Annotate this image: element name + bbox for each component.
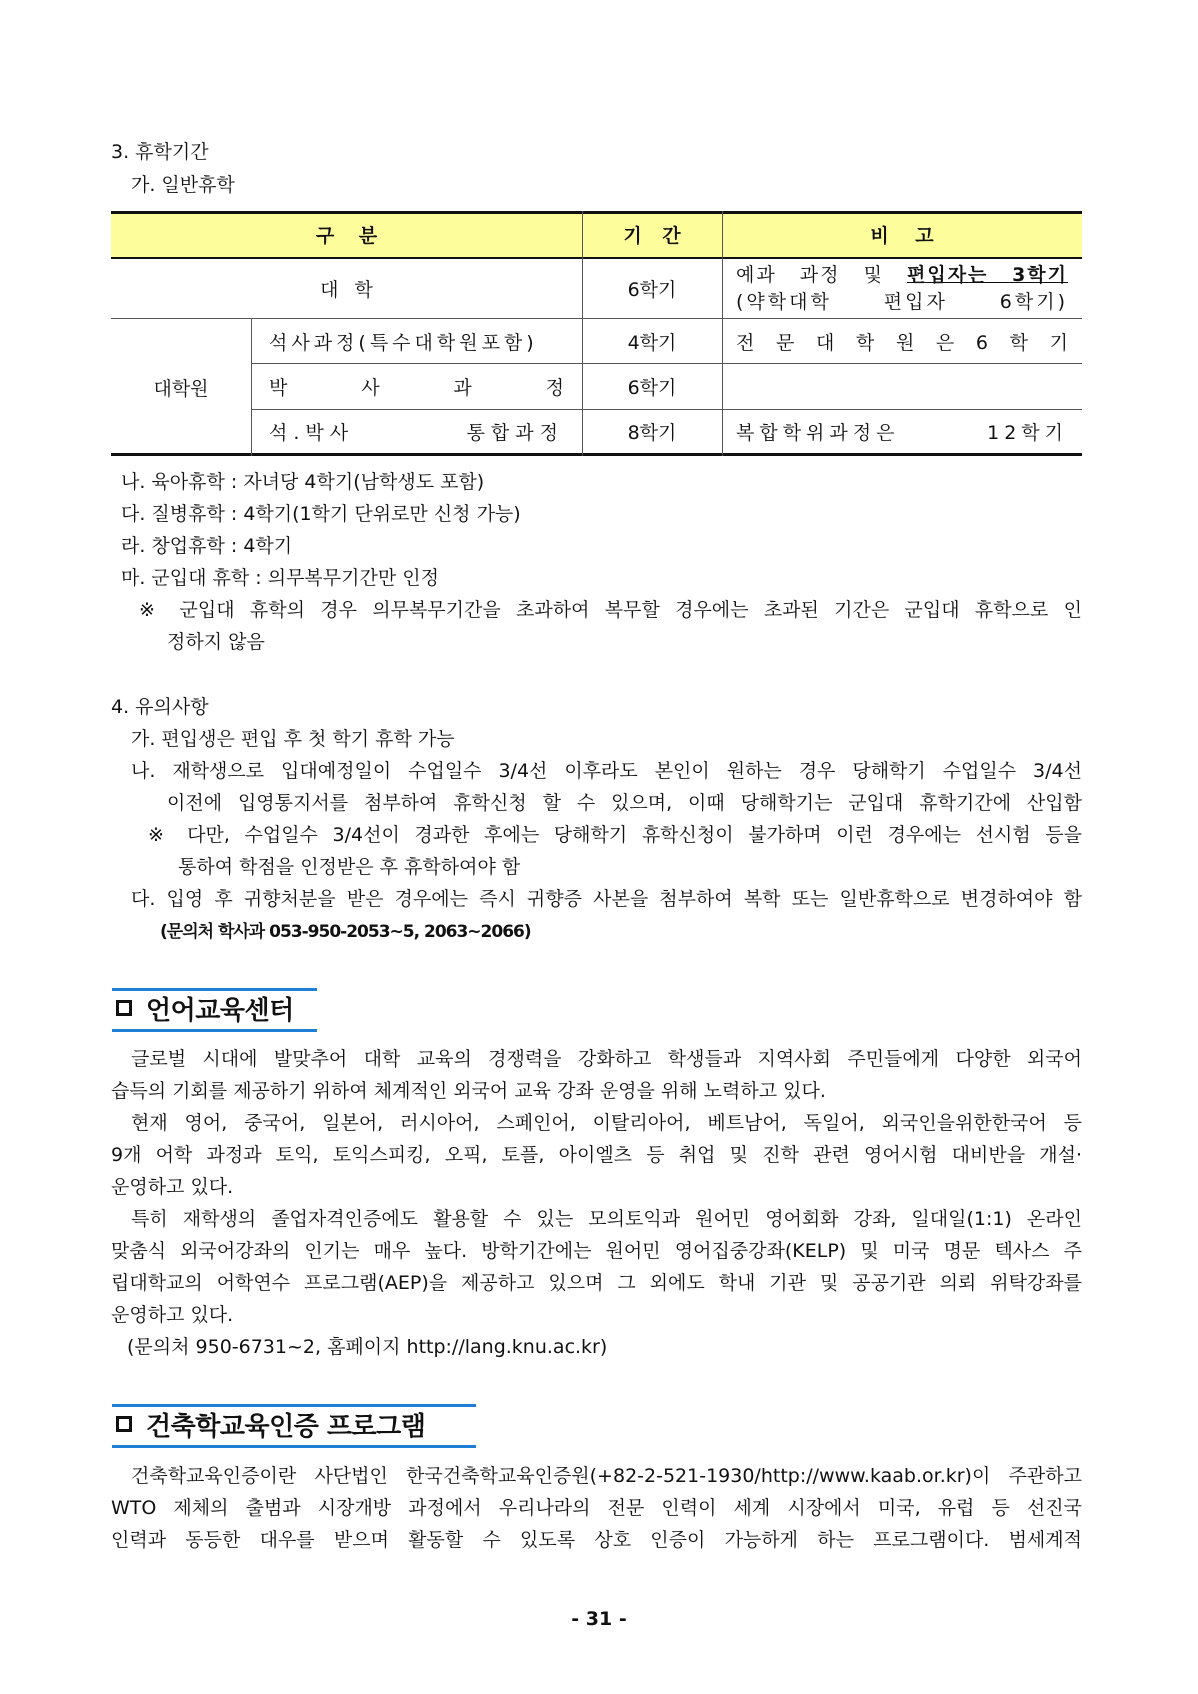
section-3-heading: 3. 휴학기간: [111, 141, 209, 163]
notice-enlisted-note1: ※ 다만, 수업일수 3/4선이 경과한 후에는 당해학기 휴학신청이 불가하며 이런 경우에는 선시험 등을: [148, 824, 1082, 846]
row-graduate-group: 대학원: [153, 377, 209, 400]
row-masters-label: 석사과정(특수대학원포함): [269, 331, 538, 354]
doctor-label-text: 박 사 과 정: [269, 377, 564, 399]
language-center-p3-line3: 립대학교의 어학연수 프로그램(AEP)을 제공하고 있으며 그 외에도 학내 기관 및 공공기관 의뢰 위탁강좌를: [111, 1272, 1082, 1294]
language-center-p2-line3: 운영하고 있다.: [111, 1176, 234, 1198]
row-combined-period: 8학기: [627, 422, 677, 444]
academic-affairs-contact: (문의처 학사과 053-950-2053~5, 2063~2066): [160, 922, 531, 942]
row-university-label: 대 학: [320, 279, 373, 301]
language-center-heading: [112, 988, 294, 1028]
university-note-transfer: 편입자는 3학기: [907, 263, 1068, 286]
header-note: 비 고: [870, 224, 934, 247]
leave-period-table: [111, 211, 1082, 456]
architecture-line2: WTO 제체의 출범과 시장개방 과정에서 우리나라의 전문 인력이 세계 시장에서 미국, 유럽 등 선진국: [111, 1497, 1082, 1519]
language-center-contact: (문의처 950-6731~2, 홈페이지 http://lang.knu.ac.kr): [127, 1336, 608, 1358]
language-center-p3-line4: 운영하고 있다.: [111, 1304, 234, 1326]
architecture-heading: [112, 1404, 425, 1444]
illness-leave: 다. 질병휴학 : 4학기(1학기 단위로만 신청 가능): [121, 503, 521, 525]
notice-enlisted-line2: 이전에 입영통지서를 첨부하여 휴학신청 할 수 있으며, 이때 당해학기는 군입대 휴학기간에 산입함: [167, 792, 1082, 814]
language-center-p1-line1: 글로벌 시대에 발맞추어 대학 교육의 경쟁력을 강화하고 학생들과 지역사회 주민들에게 다양한 외국어: [131, 1048, 1082, 1070]
university-note-pharmacy: (약학대학 편입자 6학기): [736, 290, 1068, 313]
architecture-line1: 건축학교육인증이란 사단법인 한국건축학교육인증원(+82-2-521-1930/http://www.kaab.or.kr)이 주관하고: [131, 1465, 1082, 1487]
military-leave: 마. 군입대 휴학 : 의무복무기간만 인정: [121, 567, 439, 589]
startup-leave: 라. 창업휴학 : 4학기: [121, 535, 293, 557]
row-masters-note: [722, 319, 1082, 363]
row-combined-label: [251, 410, 582, 453]
language-center-p1-line2: 습득의 기회를 제공하기 위하여 체계적인 외국어 교육 강좌 운영을 위해 노력하고 있다.: [111, 1080, 826, 1102]
language-center-p2-line2: 9개 어학 과정과 토익, 토익스피킹, 오픽, 토플, 아이엘츠 등 취업 및 진학 관련 영어시험 대비반을 개설·: [111, 1144, 1082, 1166]
notice-enlisted-line1: 나. 재학생으로 입대예정일이 수업일수 3/4선 이후라도 본인이 원하는 경우 당해학기 수업일수 3/4선: [131, 760, 1082, 782]
checkbox-bullet-icon: [116, 1416, 132, 1432]
childcare-leave: 나. 육아휴학 : 자녀당 4학기(남학생도 포함): [121, 471, 485, 493]
military-note-line1: ※ 군입대 휴학의 경우 의무복무기간을 초과하여 복무할 경우에는 초과된 기간은 군입대 휴학으로 인: [139, 599, 1082, 621]
page-number: - 31 -: [571, 1608, 627, 1630]
section-4-heading: 4. 유의사항: [111, 696, 209, 718]
row-university-period: 6학기: [627, 279, 677, 301]
row-masters-period: 4학기: [627, 331, 677, 354]
language-center-title: 언어교육센터: [146, 995, 294, 1026]
language-center-p3-line2: 맞춤식 외국어강좌의 인기는 매우 높다. 방학기간에는 원어민 영어집중강좌(KELP) 및 미국 명문 텍사스 주: [111, 1240, 1082, 1262]
combined-label-text: 석.박사 통합과정: [269, 422, 564, 444]
language-center-p3-line1: 특히 재학생의 졸업자격인증에도 활용할 수 있는 모의토익과 원어민 영어회화 강좌, 일대일(1:1) 온라인: [131, 1208, 1082, 1230]
header-category: 구 분: [315, 224, 378, 247]
notice-return-home: 다. 입영 후 귀향처분을 받은 경우에는 즉시 귀향증 사본을 첨부하여 복학 또는 일반휴학으로 변경하여야 함: [131, 888, 1082, 910]
header-period: 기 간: [623, 224, 681, 247]
notice-enlisted-note2: 통하여 학점을 인정받은 후 휴학하여야 함: [178, 856, 521, 878]
military-note-line2: 정하지 않음: [167, 631, 265, 653]
general-leave-subheading: 가. 일반휴학: [131, 174, 235, 196]
row-doctor-label: [251, 364, 582, 409]
checkbox-bullet-icon: [116, 1000, 132, 1016]
architecture-title: 건축학교육인증 프로그램: [146, 1411, 426, 1442]
architecture-line3: 인력과 동등한 대우를 받으며 활동할 수 있도록 상호 인증이 가능하게 하는 프로그램이다. 범세계적: [111, 1529, 1082, 1551]
university-note-prefix: 예과 과정 및: [736, 263, 907, 286]
language-center-p2-line1: 현재 영어, 중국어, 일본어, 러시아어, 스페인어, 이탈리아어, 베트남어, 독일어, 외국인을위한한국어 등: [131, 1112, 1082, 1134]
row-doctor-note: [722, 364, 1082, 409]
row-university-note: [722, 259, 1082, 318]
row-doctor-period: 6학기: [627, 377, 677, 399]
masters-note-text: 전 문 대 학 원 은 6 학 기: [736, 331, 1068, 354]
combined-note-text: 복합학위과정은 12학기: [736, 422, 1068, 444]
notice-transfer: 가. 편입생은 편입 후 첫 학기 휴학 가능: [131, 728, 455, 750]
row-combined-note: [722, 410, 1082, 453]
